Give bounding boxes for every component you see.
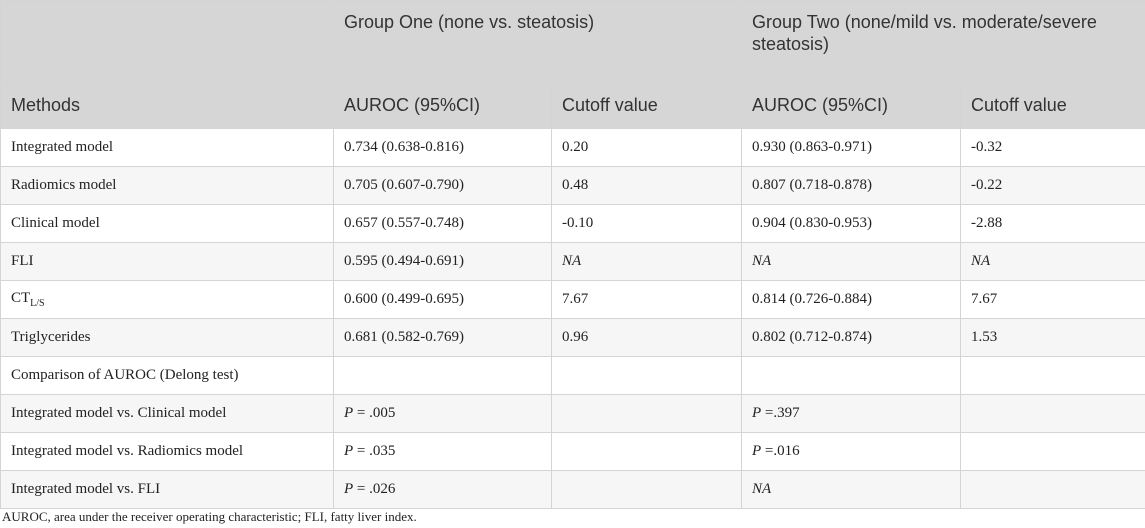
- empty-cell: [961, 471, 1145, 509]
- p-symbol: P: [344, 443, 354, 459]
- empty-cell: [742, 357, 961, 395]
- g1-auroc-cell: 0.595 (0.494-0.691): [334, 243, 552, 281]
- empty-cell: [334, 357, 552, 395]
- p-value: = .005: [353, 405, 396, 421]
- header-row-columns: [1, 83, 1145, 129]
- p-value: = .035: [353, 443, 396, 459]
- p-symbol: P: [752, 405, 762, 421]
- g2-auroc-cell: 0.814 (0.726-0.884): [742, 281, 961, 319]
- header-g2-auroc: AUROC (95%CI): [742, 83, 961, 129]
- g1-cutoff-cell: 0.20: [552, 129, 742, 167]
- g1-cutoff-cell: -0.10: [552, 205, 742, 243]
- method-base-text: CT: [11, 290, 31, 306]
- p-symbol: P: [344, 481, 354, 497]
- header-methods: Methods: [1, 83, 334, 129]
- empty-cell: [552, 395, 742, 433]
- g1-cutoff-cell: 7.67: [552, 281, 742, 319]
- header-g1-auroc: AUROC (95%CI): [334, 83, 552, 129]
- method-cell: Integrated model vs. Clinical model: [1, 395, 334, 433]
- method-subscript: L/S: [30, 298, 45, 309]
- header-g2-cutoff: Cutoff value: [961, 83, 1145, 129]
- g2-auroc-cell: 0.930 (0.863-0.971): [742, 129, 961, 167]
- table-row: [1, 471, 1145, 509]
- g1-auroc-cell: 0.657 (0.557-0.748): [334, 205, 552, 243]
- method-cell: Integrated model: [1, 129, 334, 167]
- table-row: [1, 129, 1145, 167]
- p-symbol: P: [344, 405, 354, 421]
- method-cell: Clinical model: [1, 205, 334, 243]
- g1-auroc-cell: 0.600 (0.499-0.695): [334, 281, 552, 319]
- empty-cell: [961, 433, 1145, 471]
- table-footnote: AUROC, area under the receiver operating characteristic; FLI, fatty liver index.: [2, 509, 417, 524]
- header-row-groups: [1, 1, 1145, 83]
- empty-cell: [961, 395, 1145, 433]
- header-group-two: Group Two (none/mild vs. moderate/severe steatosis): [742, 1, 1145, 83]
- g1-pvalue-cell: [334, 471, 552, 509]
- g1-cutoff-cell: 0.48: [552, 167, 742, 205]
- g2-cutoff-cell: NA: [961, 243, 1145, 281]
- p-value: =.397: [761, 405, 800, 421]
- method-cell: Integrated model vs. Radiomics model: [1, 433, 334, 471]
- g2-auroc-cell: NA: [742, 243, 961, 281]
- empty-cell: [961, 357, 1145, 395]
- g2-pvalue-cell: NA: [742, 471, 961, 509]
- method-cell: [1, 281, 334, 319]
- g2-pvalue-cell: [742, 433, 961, 471]
- table-row-section: [1, 357, 1145, 395]
- g2-auroc-cell: 0.807 (0.718-0.878): [742, 167, 961, 205]
- p-symbol: P: [752, 443, 762, 459]
- table-row: [1, 319, 1145, 357]
- method-cell: Integrated model vs. FLI: [1, 471, 334, 509]
- g1-pvalue-cell: [334, 433, 552, 471]
- g2-cutoff-cell: 7.67: [961, 281, 1145, 319]
- table-row: [1, 167, 1145, 205]
- table-row: [1, 395, 1145, 433]
- table-row: [1, 243, 1145, 281]
- g2-auroc-cell: 0.802 (0.712-0.874): [742, 319, 961, 357]
- method-cell: Triglycerides: [1, 319, 334, 357]
- header-group-one: Group One (none vs. steatosis): [334, 1, 742, 83]
- empty-cell: [552, 471, 742, 509]
- g2-auroc-cell: 0.904 (0.830-0.953): [742, 205, 961, 243]
- empty-cell: [552, 433, 742, 471]
- p-value: =.016: [761, 443, 800, 459]
- g2-pvalue-cell: [742, 395, 961, 433]
- g2-cutoff-cell: -2.88: [961, 205, 1145, 243]
- g1-pvalue-cell: [334, 395, 552, 433]
- g2-cutoff-cell: -0.22: [961, 167, 1145, 205]
- method-cell: Radiomics model: [1, 167, 334, 205]
- table-row: [1, 281, 1145, 319]
- g1-auroc-cell: 0.681 (0.582-0.769): [334, 319, 552, 357]
- g1-auroc-cell: 0.734 (0.638-0.816): [334, 129, 552, 167]
- comparison-title: Comparison of AUROC (Delong test): [1, 357, 334, 395]
- empty-cell: [552, 357, 742, 395]
- table-row: [1, 433, 1145, 471]
- g1-cutoff-cell: NA: [552, 243, 742, 281]
- p-value: = .026: [353, 481, 396, 497]
- g1-auroc-cell: 0.705 (0.607-0.790): [334, 167, 552, 205]
- g2-cutoff-cell: 1.53: [961, 319, 1145, 357]
- header-empty-cell: [1, 1, 334, 83]
- method-cell: FLI: [1, 243, 334, 281]
- g1-cutoff-cell: 0.96: [552, 319, 742, 357]
- table-row: [1, 205, 1145, 243]
- g2-cutoff-cell: -0.32: [961, 129, 1145, 167]
- header-g1-cutoff: Cutoff value: [552, 83, 742, 129]
